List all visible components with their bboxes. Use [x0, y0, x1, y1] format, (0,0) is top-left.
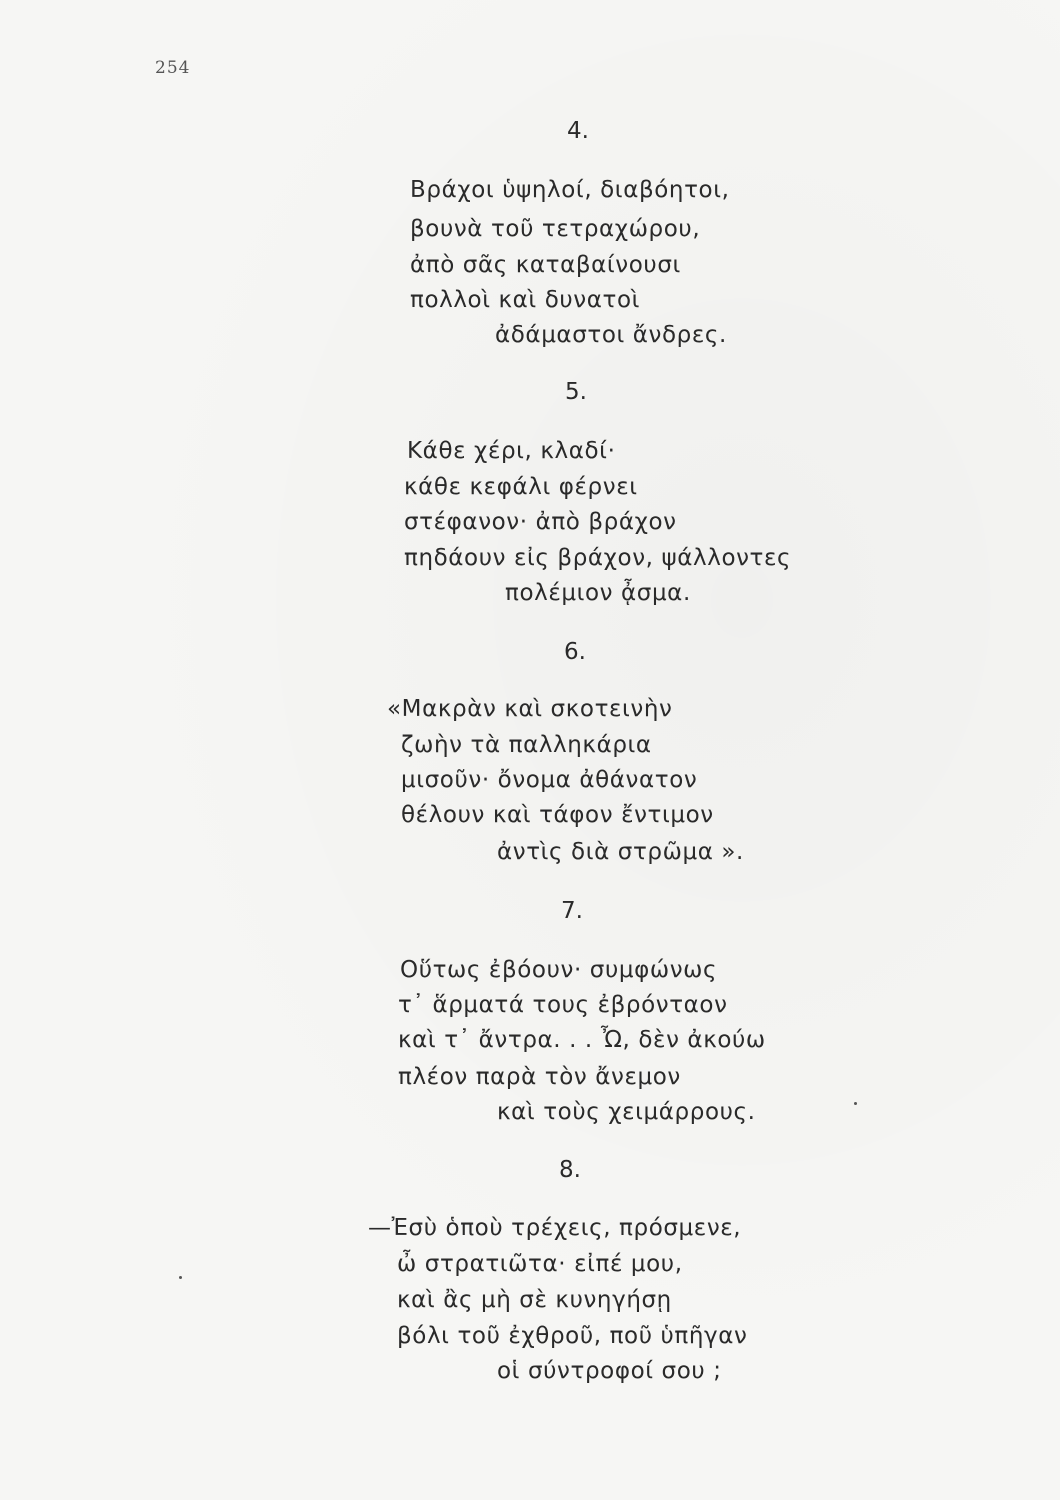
verse-line: ζωὴν τὰ παλληκάρια — [401, 732, 652, 758]
verse-line: ὦ στρατιῶτα· εἰπέ μου, — [397, 1251, 683, 1277]
verse-line: μισοῦν· ὄνομα ἀθάνατον — [401, 767, 698, 793]
verse-line: πηδάουν εἰς βράχον, ψάλλοντες — [404, 545, 792, 571]
verse-line: ἀδάμαστοι ἄνδρες. — [495, 322, 727, 348]
verse-line: —Ἐσὺ ὁποὺ τρέχεις, πρόσμενε, — [368, 1215, 742, 1241]
verse-line: κάθε κεφάλι φέρνει — [404, 474, 638, 500]
page-number: 254 — [155, 58, 191, 78]
stanza-number: 8. — [559, 1157, 581, 1183]
verse-line: «Μακρὰν καὶ σκοτεινὴν — [387, 696, 673, 722]
verse-line: ἀπὸ σᾶς καταβαίνουσι — [410, 252, 681, 278]
print-speck — [179, 1276, 182, 1279]
verse-line: βουνὰ τοῦ τετραχώρου, — [410, 216, 701, 242]
verse-line: πολέμιον ᾆσμα. — [505, 580, 691, 606]
verse-line: καὶ τοὺς χειμάρρους. — [497, 1099, 756, 1125]
stanza-number: 7. — [561, 898, 583, 924]
verse-line: καὶ ἂς μὴ σὲ κυνηγήσῃ — [397, 1287, 672, 1313]
stanza-number: 4. — [567, 118, 589, 144]
verse-line: τ᾽ ἅρματά τους ἐβρόνταον — [398, 992, 728, 1018]
verse-line: στέφανον· ἀπὸ βράχον — [404, 509, 677, 535]
verse-line: Βράχοι ὑψηλοί, διαβόητοι, — [410, 177, 730, 203]
verse-line: πλέον παρὰ τὸν ἄνεμον — [398, 1064, 681, 1090]
stanza-number: 5. — [565, 379, 587, 405]
verse-line: καὶ τ᾽ ἄντρα. . . Ὦ, δὲν ἀκούω — [398, 1027, 766, 1053]
verse-line: Κάθε χέρι, κλαδί· — [407, 438, 616, 464]
print-speck — [854, 1102, 857, 1105]
stanza-number: 6. — [564, 639, 586, 665]
verse-line: Οὕτως ἐβόουν· συμφώνως — [400, 957, 718, 983]
verse-line: θέλουν καὶ τάφον ἔντιμον — [401, 802, 714, 828]
verse-line: ἀντὶς διὰ στρῶμα ». — [497, 839, 744, 865]
verse-line: οἱ σύντροφοί σου ; — [497, 1358, 722, 1384]
verse-line: βόλι τοῦ ἐχθροῦ, ποῦ ὑπῆγαν — [397, 1323, 748, 1349]
verse-line: πολλοὶ καὶ δυνατοὶ — [410, 287, 641, 313]
